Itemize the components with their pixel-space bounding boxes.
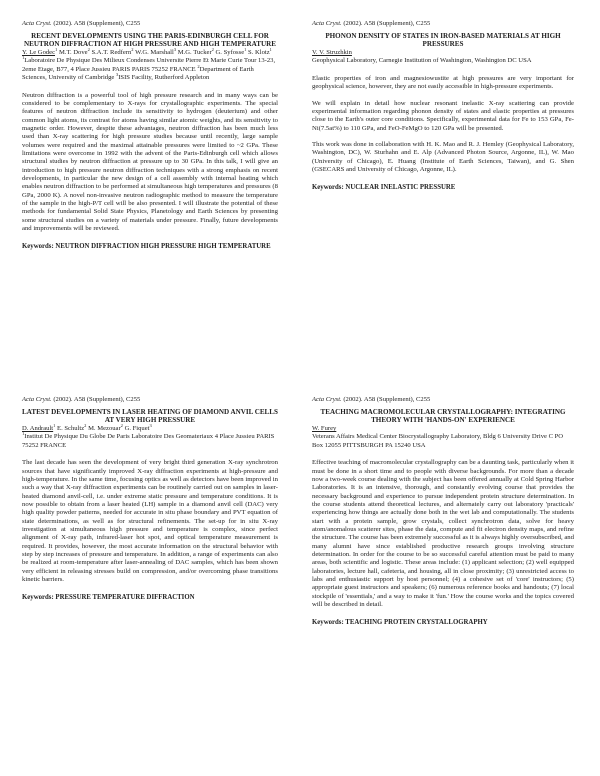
affiliation-text: Geophysical Laboratory, Carnegie Institution of Washington, Washington DC USA [312,57,532,65]
author-affiliation-mark: 2 [131,46,134,52]
author-affiliation-mark: 1 [269,46,272,52]
affiliation-mark: 3 [115,72,119,78]
affiliations [22,57,278,82]
abstract-title: TEACHING MACROMOLECULAR CRYSTALLOGRAPHY: INTEGRATING THEORY WITH 'HANDS-ON' EXPERIENCE [320,408,566,424]
abstract-body [22,459,278,584]
keywords: Keywords: PRESSURE TEMPERATURE DIFFRACTION [22,594,195,602]
body-paragraph: Elastic properties of iron and magnesiowustite at high pressures are very important for geophysical science, however, they are not easily accessible in high-pressure experiments. [312,74,574,91]
affiliation-mark: 1 [22,431,25,437]
affiliation-mark: 2 [197,63,200,69]
author-name: G. Fiquet [124,425,150,432]
affiliation-text: Veterans Affairs Medical Center Biocrystallography Laboratory, Bldg 6 University Drive C PO Box 12055 PITTSBURGH PA 15240 USA [312,433,564,449]
abstract-2 [312,20,574,193]
author-name: D. Andrault [22,425,54,432]
author-affiliation-mark: 1 [55,46,58,52]
author-affiliation-mark: 1 [244,46,247,52]
affiliations [22,433,278,450]
keywords: Keywords: NEUTRON DIFFRACTION HIGH PRESSURE HIGH TEMPERATURE [22,243,271,251]
author-name: E. Schultz [57,425,85,432]
citation-header [312,396,574,404]
author-affiliation-mark: 3 [149,422,152,428]
author-affiliation-mark: 2 [84,422,87,428]
citation-header [312,20,574,28]
abstract-body [312,75,574,174]
author-name: M.T. Dove [58,49,88,56]
affiliation-text: Laboratoire De Physique Des Milieux Condenses Universite Pierre Et Marie Curie Tour 13-23, 2eme Etage, B77, 4 Place Jussieu PARIS PARIS 75252 FRANCE [22,57,276,73]
abstract-title: PHONON DENSITY OF STATES IN IRON-BASED MATERIALS AT HIGH PRESSURES [325,32,561,48]
body-paragraph: Effective teaching of macromolecular crystallography can be a daunting task, particularly when it must be done in a short time and to people with diverse backgrounds. For more than a decade now a two-week course dealing with the subject has been offered annually at Cold Spring Harbor Laboratories. It is an intensive, thorough, and constantly evolving course that provides the necessary background and experience to pursue independent protein structure determination. In the course students attend theoretical lectures, and alternately carry out laboratory 'practicals' experiencing how things are actually done both in the wet lab and computationally. The students start with a protein sample, grow crystals, collect synchrotron data, solve for heavy atom/anomalous scatterer sites, phase the data, compute and fit electron density maps, and refine the structure. The course has been extremely successful as it is always highly oversubscribed, and many alumni have since established productive research groups involving structure determination. In order for the course to be so successful careful attention must be paid to many areas, both scientific and logistic. These areas include: (1) applicant selection; (2) well equipped laboratories, lecture hall, cafeteria, and housing, all in close proximity; (3) unrestricted access to labs and enthusiastic support by host personnel; (4) a cohesive set of 'core' instructors; (5) appropriate guest instructors and speakers; (6) numerous reference books and handouts; (7) local stockpile of 'essentials,' and a way to make it 'fun.' How the course works and the topics covered will be described in detail. [312,459,574,609]
body-paragraph: This work was done in collaboration with H. K. Mao and R. J. Hemley (Geophysical Laboratory, Washington, DC), W. Sturhahn and E. Alp (Advanced Photon Source, Argonne, IL), W. Mao (University of Chicago), E. Huang (Institute of Earth Sciences, Taiwan), and G. Shen (GSECARS and University of Chicago, Argonne, IL). [312,140,574,173]
author-affiliation-mark: 3 [173,46,177,52]
citation-header [22,396,278,404]
author-affiliation-mark: 1 [53,422,56,428]
author-name: W. Furey [312,425,337,432]
body-paragraph: Neutron diffraction is a powerful tool of high pressure research and in many ways can be considered to be complementary to X-rays for crystallographic experiments. The special features of neutron diffraction include its sensitivity to hydrogen (deuterium) and other common light atoms, its contrast for atoms having similar atomic weights, and its sensitivity to magnetic order. However, despite these advantages, neutron diffraction has been much less used than X-ray scattering for high pressure studies because until recently, large sample volumes were required and the maximal attainable pressures were limited to ~2 GPa. These limitations were overcome in 1992 with the advent of the Paris-Edinburgh cell which allows structural studies by neutron diffraction at pressure up to 30 GPa. In this talk, I will give an introduction to high pressure neutron diffraction techniques with a strong emphasis on recent developments, in particular the new design of a cell assembly with internal heating which enables neutron diffraction to be performed at simultaneous high temperatures and pressures (8 GPa, 2000 K). A novel non-invasive neutron radiographic method to measure the temperature of the sample in the high-P/T cell will be also presented. I will illustrate the potential of these methods for fundamental Solid State Physics, Planetology and Earth Sciences by presenting some structural studies on a variety of materials under pressure. Finally, future developments and improvements will be reviewed. [22,91,278,233]
affiliation-mark: 1 [22,55,25,61]
abstract-title: LATEST DEVELOPMENTS IN LASER HEATING OF DIAMOND ANVIL CELLS AT VERY HIGH PRESSURE [22,408,278,424]
author-name: V. V. Struzhkin [312,49,352,56]
abstract-4 [312,396,574,628]
abstract-body [312,459,574,609]
author-affiliation-mark: 2 [211,46,214,52]
keywords: Keywords: NUCLEAR INELASTIC PRESSURE [312,184,456,192]
abstract-1 [22,20,278,252]
author-name: G. Syfosse [215,49,245,56]
author-name: S. Klotz [248,49,270,56]
journal-name: Acta Cryst. [312,20,342,27]
affiliation-text: Department of Earth Sciences, University of Cambridge [22,65,254,82]
abstract-3 [22,396,278,603]
author-name: W.G. Marshall [135,49,174,56]
journal-name: Acta Cryst. [22,20,52,27]
author-list [312,425,574,433]
affiliation-text: Institut De Physique Du Globe De Paris Laboratoire Des Geomateriaux 4 Place Jussieu PARIS 75252 FRANCE [22,433,275,449]
abstract-body [22,92,278,234]
author-affiliation-mark: 2 [87,46,90,52]
author-list [312,49,574,57]
citation-header [22,20,278,28]
author-name: M.G. Tucker [177,49,212,56]
abstract-title: RECENT DEVELOPMENTS USING THE PARIS-EDINBURGH CELL FOR NEUTRON DIFFRACTION AT HIGH PRESSURE AND HIGH TEMPERATURE [24,32,276,48]
author-affiliation-mark: 2 [120,422,123,428]
body-paragraph: The last decade has seen the development of very bright third generation X-ray synchrotron sources that have significantly improved X-ray diffraction experiments at high-pressure and high-temperature. In the same time, focusing optics as well as detectors have been improved in such a way that X-ray diffraction experiments can be routinely carried out on samples in laser-heated diamond anvil-cell, i.e. under extreme static pressure and temperature conditions. It is now possible to obtain from a laser heated (LH) sample in a diamond anvil cell (DAC) very high quality powder patterns, needed for accurate in situ phase boundary and PVT equation of state determinations, as well as for structural refinements. The set-up for in situ X-ray investigation at simultaneous high pressure and temperature is complex, since perfect alignment of X-ray path, infrared-laser hot spot, and optical temperature measurement is required. It provides, however, the most accurate information on the structural behavior with step by step increases of pressure and temperature. In addition, a range of experiments can also be realized at room-temperature after laser-annealing of DAC samples, which has been shown very efficient in releasing stresses build on compression, and/or overcoming phase transitions kinetic barriers. [22,459,278,584]
keywords: Keywords: TEACHING PROTEIN CRYSTALLOGRAPHY [312,619,488,627]
citation-text: (2002). A58 (Supplement), C255 [343,396,431,403]
citation-text: (2002). A58 (Supplement), C255 [53,20,141,27]
author-name: M. Mezouar [88,425,121,432]
citation-text: (2002). A58 (Supplement), C255 [343,20,431,27]
affiliations [312,433,574,450]
body-paragraph: We will explain in detail how nuclear resonant inelastic X-ray scattering can provide experimental information regarding phonon density of states and elastic properties at pressures close to the Earth's outer core conditions. Specifically, experimental data for Fe to 153 GPa, Fe-Ni(7.5at%) to 110 GPa, and FeO-FeMgO to 120 GPa will be presented. [312,99,574,132]
citation-text: (2002). A58 (Supplement), C255 [53,396,141,403]
affiliation-text: ISIS Facility, Rutherford Appleton [118,74,210,82]
journal-name: Acta Cryst. [312,396,342,403]
author-name: Y. Le Godec [22,49,56,56]
affiliations [312,57,574,65]
author-name: S.A.T. Redfern [91,49,132,56]
journal-name: Acta Cryst. [22,396,52,403]
